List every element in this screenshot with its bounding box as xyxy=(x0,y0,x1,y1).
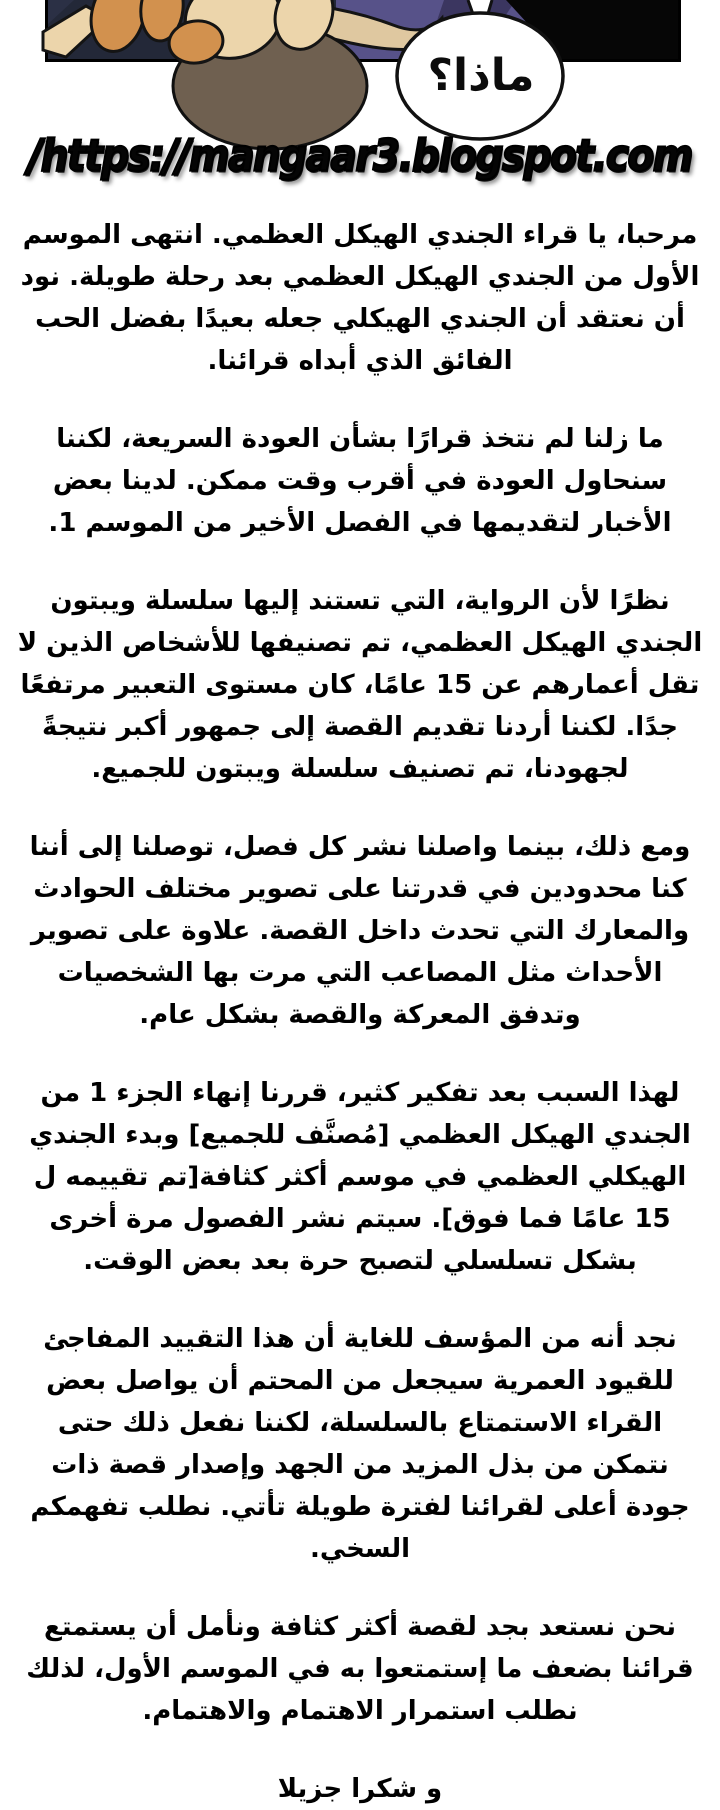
translator-letter xyxy=(0,200,720,1810)
watermark-url: /https://mangaar3.blogspot.com xyxy=(28,131,692,182)
letter-paragraph: مرحبا، يا قراء الجندي الهيكل العظمي. انتهى الموسم الأول من الجندي الهيكل العظمي بعد رحلة طويلة. نود أن نعتقد أن الجندي الهيكلي جعله بعيدًا بفضل الحب الفائق الذي أبداه قرائنا. xyxy=(20,220,700,376)
letter-paragraph: لهذا السبب بعد تفكير كثير، قررنا إنهاء الجزء 1 من الجندي الهيكل العظمي [مُصنَّف للجميع] وبدء الجندي الهيكلي العظمي في موسم أكثر كثافة[تم تقييمه ل 15 عامًا فما فوق]. سيتم نشر الفصول مرة أخرى بشكل تسلسلي لتصبح حرة بعد بعض الوقت. xyxy=(29,1078,691,1276)
comic-panel xyxy=(45,0,681,62)
letter-signoff: و شكرا جزيلا xyxy=(277,1774,443,1804)
comic-strip xyxy=(0,0,720,200)
speech-bubble-text: ماذا؟ xyxy=(427,49,535,101)
comic-panel-art xyxy=(48,0,678,59)
letter-paragraph: نظرًا لأن الرواية، التي تستند إليها سلسلة ويبتون الجندي الهيكل العظمي، تم تصنيفها للأشخاص الذين لا تقل أعمارهم عن 15 عامًا، كان مستوى التعبير مرتفعًا جدًا. لكننا أردنا تقديم القصة إلى جمهور أكبر نتيجةً لجهودنا، تم تصنيف سلسلة ويبتون للجميع. xyxy=(17,586,703,784)
letter-paragraph: نجد أنه من المؤسف للغاية أن هذا التقييد المفاجئ للقيود العمرية سيجعل من المحتم أن يواصل بعض القراء الاستمتاع بالسلسلة، لكننا نفعل ذلك حتى نتمكن من بذل المزيد من الجهد وإصدار قصة ذات جودة أعلى لقرائنا لفترة طويلة تأتي. نطلب تفهمكم السخي. xyxy=(30,1324,690,1564)
letter-paragraph: ومع ذلك، بينما واصلنا نشر كل فصل، توصلنا إلى أننا كنا محدودين في قدرتنا على تصوير مختلف الحوادث والمعارك التي تحدث داخل القصة. علاوة على تصوير الأحداث مثل المصاعب التي مرت بها الشخصيات وتدفق المعركة والقصة بشكل عام. xyxy=(29,832,691,1030)
letter-paragraph: ما زلنا لم نتخذ قرارًا بشأن العودة السريعة، لكننا سنحاول العودة في أقرب وقت ممكن. لدينا بعض الأخبار لتقديمها في الفصل الأخير من الموسم 1. xyxy=(48,424,672,538)
letter-paragraph: نحن نستعد بجد لقصة أكثر كثافة ونأمل أن يستمتع قرائنا بضعف ما إستمتعوا به في الموسم الأول، لذلك نطلب استمرار الاهتمام والاهتمام. xyxy=(26,1612,694,1726)
